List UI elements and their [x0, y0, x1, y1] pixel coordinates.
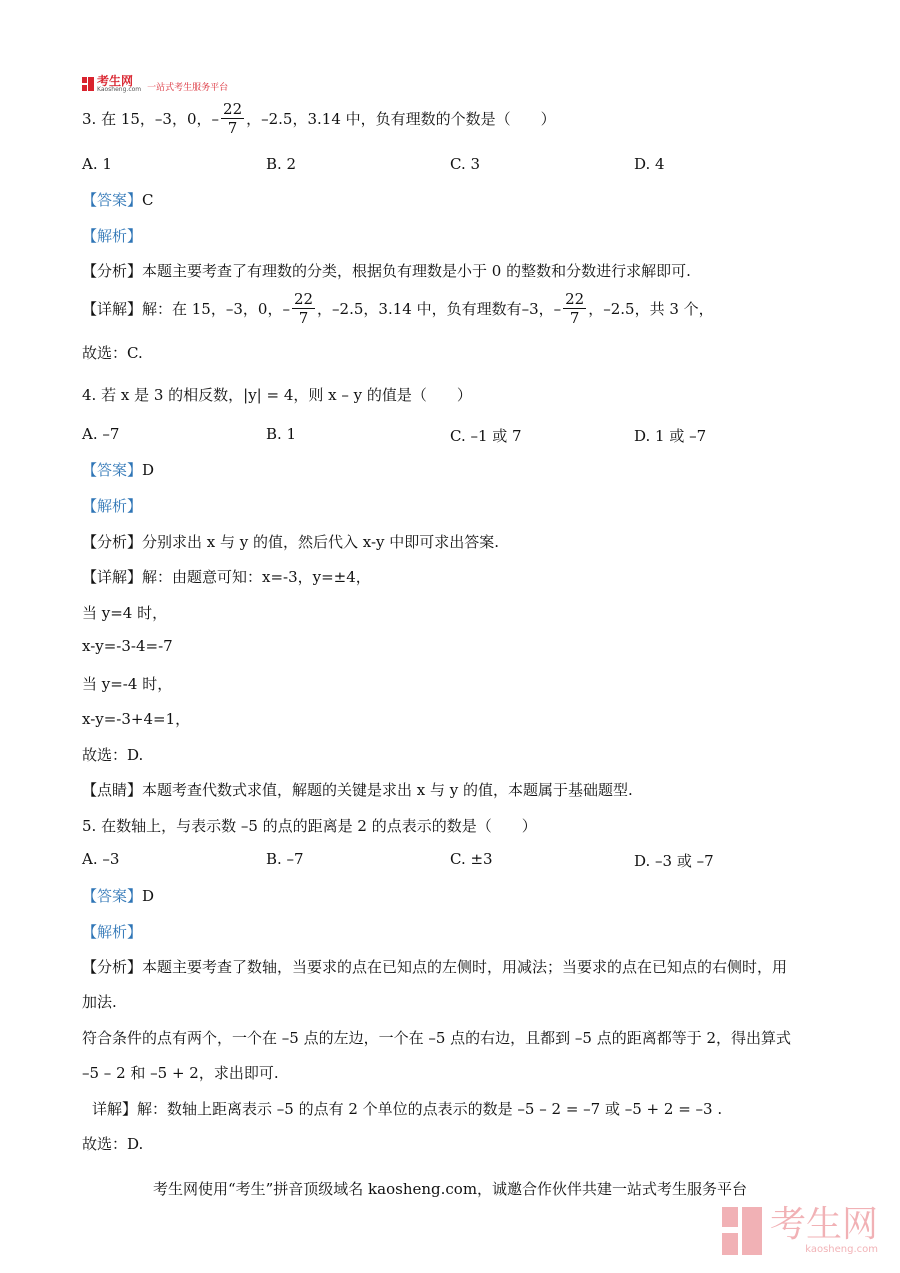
q3-frac-den: 7 [227, 119, 238, 137]
q3-options [0, 155, 900, 175]
q3-conclusion: 故选：C. [82, 344, 143, 362]
q5-options [0, 850, 900, 870]
q3-stem-prefix: 3. 在 15，–3，0，– [82, 110, 220, 128]
q4-line-6: x-y=-3+4=1， [82, 710, 191, 728]
q4-line-3: 当 y=4 时， [82, 604, 168, 622]
page-footer: 考生网使用“考生”拼音顶级域名 kaosheng.com，诚邀合作伙伴共建一站式考生服务平台 [152, 1180, 748, 1198]
q3-stem [82, 100, 556, 137]
q3-detail-frac2-num: 22 [565, 290, 585, 308]
kaosheng-logo-icon [82, 77, 94, 91]
q3-fraction [221, 100, 244, 137]
q4-option-b: B. 1 [266, 425, 297, 443]
q5-stem: 5. 在数轴上，与表示数 –5 的点的距离是 2 的点表示的数是（ ） [82, 817, 537, 835]
q4-answer-value: D [142, 461, 155, 479]
q4-options [0, 425, 900, 445]
q5-line-4: –5 – 2 和 –5 + 2，求出即可. [82, 1064, 279, 1082]
q5-answer-tag: 【答案】 [82, 887, 143, 905]
q4-line-1: 【分析】分别求出 x 与 y 的值，然后代入 x-y 中即可求出答案. [82, 533, 500, 551]
q5-answer [82, 885, 154, 906]
header-brand [82, 74, 228, 93]
q4-option-a: A. –7 [82, 425, 120, 443]
watermark-name: 考生网 [769, 1204, 878, 1245]
brand-domain: Kaosheng.com [97, 85, 142, 93]
watermark-logo-icon [722, 1207, 762, 1255]
q4-line-5: 当 y=-4 时， [82, 675, 173, 693]
watermark [722, 1206, 878, 1255]
q4-option-c: C. –1 或 7 [450, 427, 522, 445]
q3-answer-value: C [142, 191, 154, 209]
q5-analysis-tag: 【解析】 [82, 923, 143, 941]
q4-stem: 4. 若 x 是 3 的相反数，|y| = 4，则 x – y 的值是（ ） [82, 386, 472, 404]
q3-option-d: D. 4 [634, 155, 665, 173]
q3-option-c: C. 3 [450, 155, 481, 173]
q5-line-5: 详解】解：数轴上距离表示 –5 的点有 2 个单位的点表示的数是 –5 – 2 = –7 或 –5 + 2 = –3 . [92, 1100, 723, 1118]
q3-frac-num: 22 [223, 100, 243, 118]
q5-line-6: 故选：D. [82, 1135, 144, 1153]
watermark-domain: kaosheng.com [805, 1244, 878, 1255]
q5-option-c: C. ±3 [450, 850, 493, 868]
q3-detail-frac2-den: 7 [569, 309, 580, 327]
q3-detail-frac1-num: 22 [293, 290, 314, 308]
brand-name: 考生网 [97, 73, 134, 88]
q4-line-7: 故选：D. [82, 746, 144, 764]
q3-detail [82, 290, 714, 327]
q5-line-2: 加法. [82, 993, 117, 1011]
q4-line-4: x-y=-3-4=-7 [82, 637, 173, 655]
q3-detail-prefix: 【详解】解：在 15，–3，0，– [82, 300, 290, 318]
brand-slogan: 一站式考生服务平台 [147, 83, 229, 93]
q5-answer-value: D [142, 887, 155, 905]
q3-fenxi: 【分析】本题主要考查了有理数的分类，根据负有理数是小于 0 的整数和分数进行求解即可. [82, 262, 691, 280]
brand-logo [82, 75, 141, 93]
q3-answer-tag: 【答案】 [82, 191, 143, 209]
q3-detail-suffix: ，–2.5，共 3 个， [588, 300, 714, 318]
q3-option-a: A. 1 [82, 155, 112, 173]
q4-line-8: 【点睛】本题考查代数式求值，解题的关键是求出 x 与 y 的值，本题属于基础题型. [82, 781, 633, 799]
q3-detail-frac1-den: 7 [298, 309, 309, 327]
q5-option-d: D. –3 或 –7 [634, 852, 714, 870]
q3-stem-suffix: ，–2.5，3.14 中，负有理数的个数是（ ） [246, 110, 556, 128]
q5-line-3: 符合条件的点有两个，一个在 –5 点的左边，一个在 –5 点的右边，且都到 –5 点的距离都等于 2，得出算式 [82, 1029, 792, 1047]
q4-answer [82, 459, 154, 480]
q4-option-d: D. 1 或 –7 [634, 427, 707, 445]
q4-answer-tag: 【答案】 [82, 461, 143, 479]
q5-option-a: A. –3 [82, 850, 120, 868]
q4-analysis-tag: 【解析】 [82, 497, 143, 515]
q4-line-2: 【详解】解：由题意可知：x=-3，y=±4， [82, 568, 371, 586]
q3-answer [82, 189, 154, 210]
q5-option-b: B. –7 [266, 850, 304, 868]
q3-detail-fraction-1 [292, 290, 315, 327]
q5-line-1: 【分析】本题主要考查了数轴，当要求的点在已知点的左侧时，用减法；当要求的点在已知点的右侧时，用 [82, 958, 788, 976]
q3-analysis-tag: 【解析】 [82, 227, 143, 245]
q3-detail-mid: ，–2.5，3.14 中，负有理数有–3，– [317, 300, 562, 318]
q3-option-b: B. 2 [266, 155, 297, 173]
q3-detail-fraction-2 [563, 290, 586, 327]
